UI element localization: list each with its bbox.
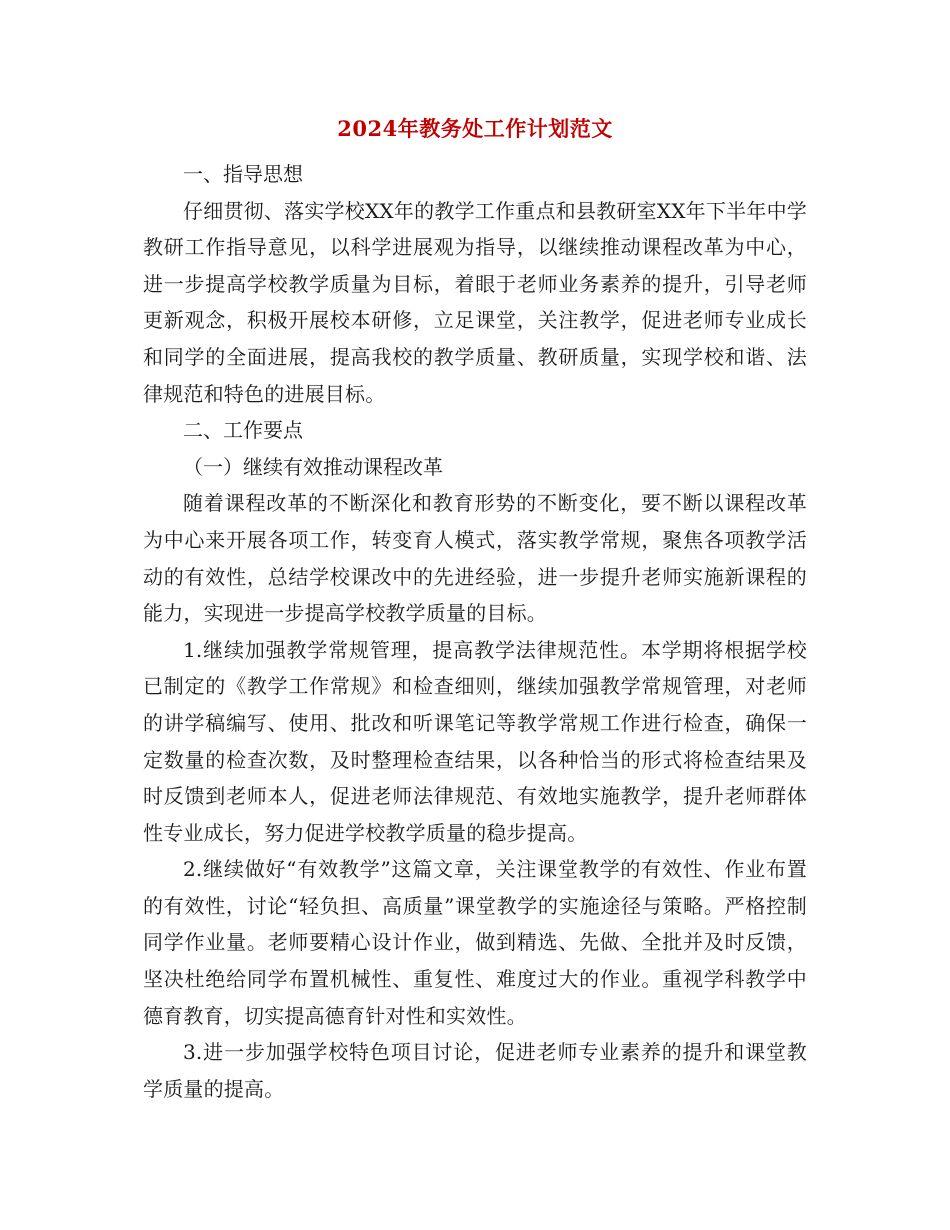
- list-item-effective-teaching: 2.继续做好“有效教学”这篇文章，关注课堂教学的有效性、作业布置的有效性，讨论“轻负担、高质量”课堂教学的实施途径与策略。严格控制同学作业量。老师要精心设计作业，做到精选、先做、全批并及时反馈，坚决杜绝给同学布置机械性、重复性、难度过大的作业。重视学科教学中德育教育，切实提高德育针对性和实效性。: [143, 857, 807, 1028]
- paragraph-guiding-ideology: 仔细贯彻、落实学校XX年的教学工作重点和县教研室XX年下半年中学教研工作指导意见，以科学进展观为指导，以继续推动课程改革为中心，进一步提高学校教学质量为目标，着眼于老师业务素养的提升，引导老师更新观念，积极开展校本研修，立足课堂，关注教学，促进老师专业成长和同学的全面进展，提高我校的教学质量、教研质量，实现学校和谐、法律规范和特色的进展目标。: [143, 198, 807, 406]
- list-item-school-features: 3.进一步加强学校特色项目讨论，促进老师专业素养的提升和课堂教学质量的提高。: [143, 1040, 807, 1101]
- subsection-heading-curriculum-reform: （一）继续有效推动课程改革: [183, 454, 443, 479]
- document-body: [143, 156, 807, 1107]
- list-item-teaching-routine: 1.继续加强教学常规管理，提高教学法律规范性。本学期将根据学校已制定的《教学工作常规》和检查细则，继续加强教学常规管理，对老师的讲学稿编写、使用、批改和听课笔记等教学常规工作进行检查，确保一定数量的检查次数，及时整理检查结果，以各种恰当的形式将检查结果及时反馈到老师本人，促进老师法律规范、有效地实施教学，提升老师群体性专业成长，努力促进学校教学质量的稳步提高。: [143, 637, 807, 845]
- section-heading-guiding-ideology: 一、指导思想: [183, 162, 303, 186]
- section-heading-work-points: 二、工作要点: [183, 418, 303, 443]
- paragraph-curriculum-reform: 随着课程改革的不断深化和教育形势的不断变化，要不断以课程改革为中心来开展各项工作，转变育人模式，落实教学常规，聚焦各项教学活动的有效性，总结学校课改中的先进经验，进一步提升老师实施新课程的能力，实现进一步提高学校教学质量的目标。: [143, 491, 807, 626]
- document-title: 2024年教务处工作计划范文: [337, 116, 613, 141]
